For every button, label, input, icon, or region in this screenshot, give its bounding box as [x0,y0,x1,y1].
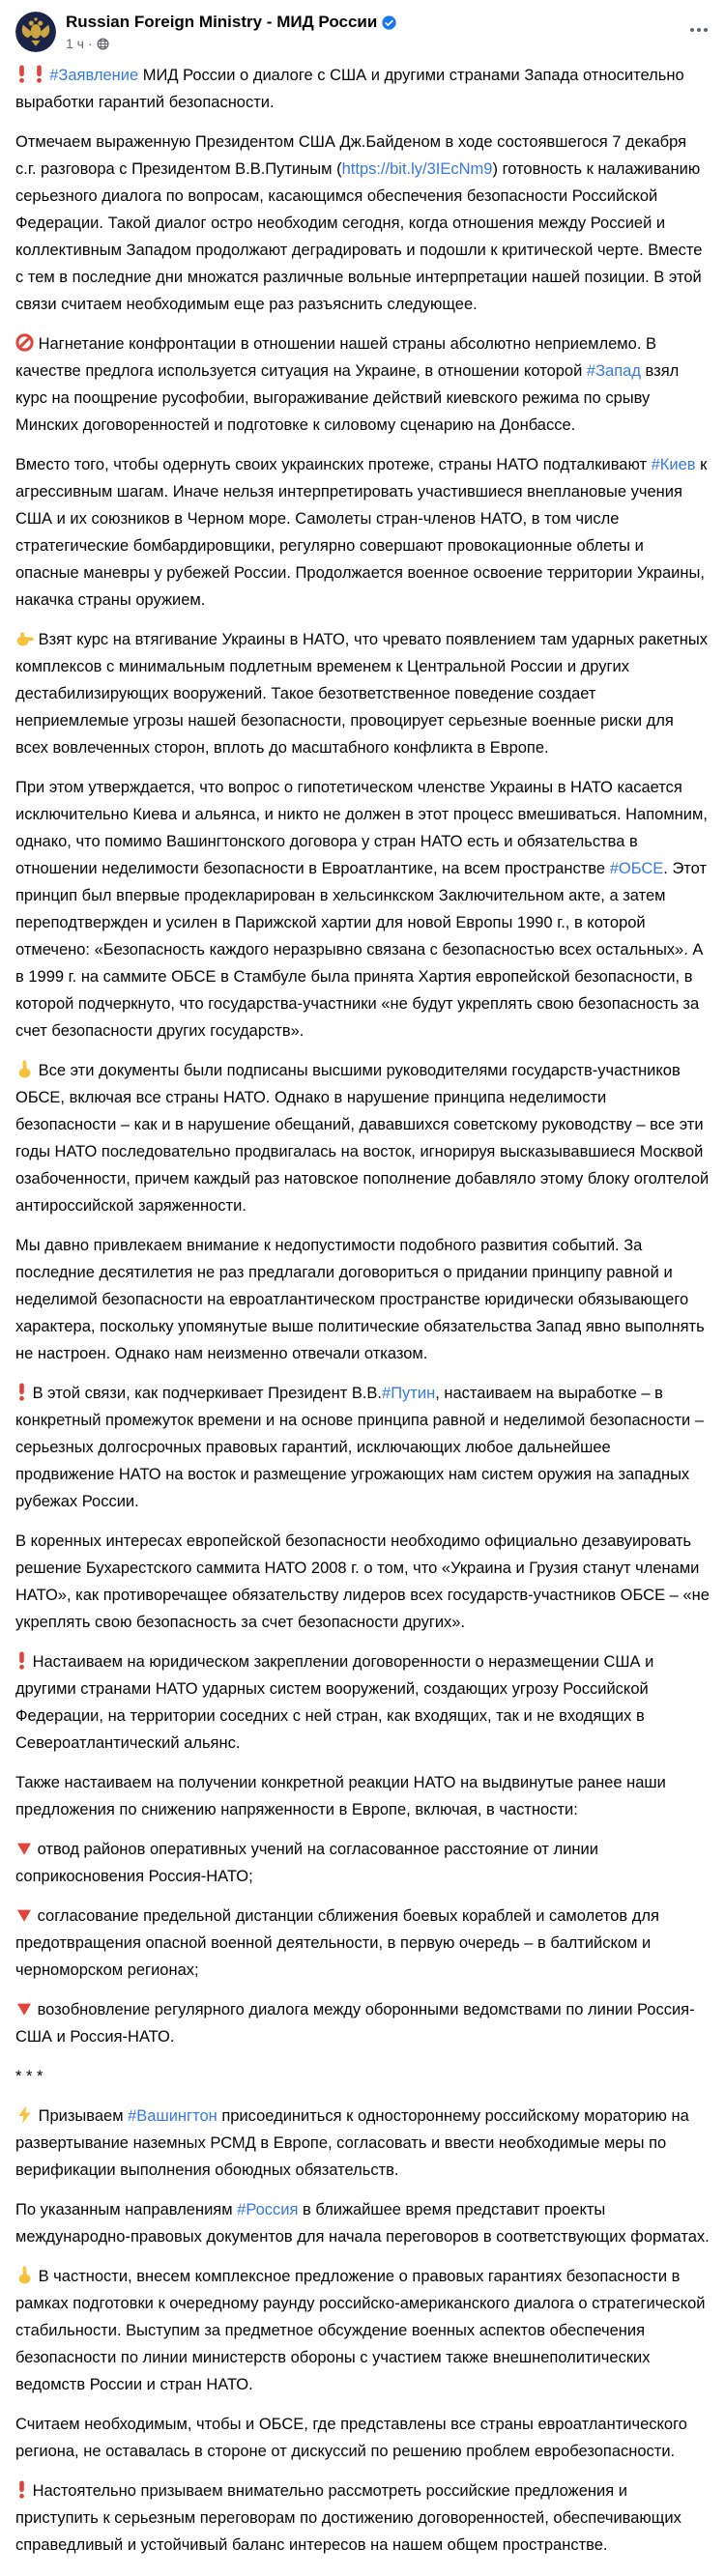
post-paragraph: В этой связи, как подчеркивает Президент В.В.#Путин, настаиваем на выработке – в конкретный промежуток времени и на основе принципа равной и неделимой безопасности – серьезных долгосрочных правовых гарантий, исключающих любое дальнейшее продвижение НАТО на восток и размещение угрожающих нам систем оружия на западных рубежах России. [15,1385,705,1510]
post-paragraph: Нагнетание конфронтации в отношении нашей страны абсолютно неприемлемо. В качестве предлога используется ситуация на Украине, в отношении которой #Запад взял курс на поощрение русофобии, выгораживание действий киевского режима по срыву Минских договоренностей и подготовке к силовому сценарию на Донбассе. [15,335,680,434]
avatar[interactable] [15,12,56,52]
three-dots-icon [690,28,694,32]
post-paragraph: По указанным направлениям #Россия в ближайшее время представит проекты международно-правовых документов для начала переговоров в соответствующих форматах. [15,2201,710,2246]
hashtag-link[interactable]: #Вашингтон [128,2107,218,2125]
external-link[interactable]: https://bit.ly/3IEcNm9 [341,160,493,178]
red-triangle-down-icon [15,2000,33,2018]
timestamp[interactable]: 1 ч [66,36,84,52]
verified-badge-icon [382,15,396,30]
pointing-right-hand-icon [15,629,34,647]
post-paragraph: * * * [15,2068,44,2085]
post-paragraph: Взят курс на втягивание Украины в НАТО, что чревато появлением там ударных ракетных комплексов с минимальным подлетным временем к Центральной России и других дестабилизирующих вооружений. Такое безответственное поведение создает неприемлемые угрозы нашей безопасности, провоцирует серьезные военные риски для всех вовлеченных сторон, вплоть до масштабного конфликта в Европе. [15,631,708,757]
three-dots-icon [704,28,708,32]
meta-separator: · [87,36,93,52]
post-paragraph: В частности, внесем комплексное предложение о правовых гарантиях безопасности в рамках подготовки к очередному раунду российско-американского диалога о стратегической стабильности. Выступим за предметное обсуждение военных аспектов обеспечения безопасности по линии министерств обороны с участием также внешнеполитических ведомств России и стран НАТО. [15,2268,706,2393]
post-paragraph: Настаиваем на юридическом закреплении договоренности о неразмещении США и другими странами НАТО ударных систем вооружений, создающих угрозу Российской Федерации, на территории соседних с ней стран, как входящих, так и не входящих в Североатлантический альянс. [15,1653,654,1752]
post-paragraph: согласование предельной дистанции сближения боевых кораблей и самолетов для предотвращения опасной военной деятельности, в первую очередь – в балтийском и черноморском регионах; [15,1907,659,1979]
hashtag-link[interactable]: #Путин [382,1385,436,1402]
pointing-up-hand-icon [15,1060,34,1078]
hashtag-link[interactable]: #ОБСЕ [609,860,664,877]
pointing-up-hand-icon [15,2266,34,2284]
lightning-icon [15,2105,34,2124]
post-paragraph: Также настаиваем на получении конкретной реакции НАТО на выдвинутые ранее наши предложения по снижению напряженности в Европе, включая, в частности: [15,1774,666,1818]
post-paragraph: При этом утверждается, что вопрос о гипотетическом членстве Украины в НАТО касается исключительно Киева и альянса, и никто не должен в этот процесс вмешиваться. Напомним, однако, что помимо Вашингтонского договора у стран НАТО есть и обязательства в отношении неделимости безопасности в Евроатлантике, на всем пространстве #ОБСЕ. Этот принцип был впервые продекларирован в хельсинкском Заключительном акте, а затем переподтвержден и усилен в Парижской хартии для новой Европы 1990 г., в которой отмечено: «Безопасность каждого неразрывно связана с безопасностью всех остальных». А в 1999 г. на саммите ОБСЕ в Стамбуле была принята Хартия европейской безопасности, в которой подчеркнуто, что государства-участники «не будут укреплять свою безопасность за счет безопасности других государств». [15,779,708,1040]
red-triangle-down-icon [15,1840,33,1857]
post-paragraph: Настоятельно призываем внимательно рассмотреть российские предложения и приступить к серьезным переговорам по достижению договоренностей, обеспечивающих справедливый и устойчивый баланс интересов на нашем общем пространстве. [15,2482,682,2554]
header-info [66,12,671,51]
post-paragraph: Вместо того, чтобы одернуть своих украинских протеже, страны НАТО подталкивают #Киев к агрессивным шагам. Иначе нельзя интерпретировать участившиеся внеплановые учения США и их союзников в Черном море. Самолеты стран-членов НАТО, в том числе стратегические бомбардировщики, регулярно совершают провокационные облеты и опасные маневры у рубежей России. Продолжается военное освоение территории Украины, накачка страны оружием. [15,456,708,609]
post-meta [66,36,671,51]
red-exclamation-icon [15,2480,28,2499]
prohibited-icon [15,333,34,352]
post-text [15,62,710,2559]
mid-rossii-emblem-icon [15,12,56,52]
hashtag-link[interactable]: #Россия [237,2201,299,2218]
post-paragraph: В коренных интересах европейской безопасности необходимо официально дезавуировать решение Бухарестского саммита НАТО 2008 г. о том, что «Украина и Грузия станут членами НАТО», как противоречащее обязательству лидеров всех государств-участников ОБСЕ – «не укреплять свою безопасность за счет безопасности других». [15,1532,710,1631]
red-exclamation-icon [15,1651,28,1670]
post-header [15,12,710,52]
red-triangle-down-icon [15,1906,33,1924]
hashtag-link[interactable]: #Киев [651,456,696,473]
post-paragraph: Считаем необходимым, чтобы и ОБСЕ, где представлены все страны евроатлантического региона, не оставалась в стороне от дискуссий по решению проблем евробезопасности. [15,2416,687,2460]
red-exclamation-icon [15,1383,28,1401]
post-paragraph: Отмечаем выраженную Президентом США Дж.Байденом в ходе состоявшегося 7 декабря с.г. разговора с Президентом В.В.Путиным (https://bit.ly/3IEcNm9) готовность к налаживанию серьезного диалога по вопросам, касающимся обеспечения безопасности Российской Федерации. Такой диалог остро необходим сегодня, когда отношения между Россией и коллективным Западом продолжают деградировать и подошли к критической черте. Вместе с тем в последние дни множатся различные вольные интерпретации нашей позиции. В этой связи считаем необходимым еще раз разъяснить следующее. [15,133,703,313]
globe-icon [97,38,109,50]
post-menu-button[interactable] [682,14,715,46]
hashtag-link[interactable]: #Запад [586,362,641,380]
page-name[interactable]: Russian Foreign Ministry - МИД России [66,13,378,31]
three-dots-icon [697,28,701,32]
post-paragraph: возобновление регулярного диалога между оборонными ведомствами по линии Россия-США и Россия-НАТО. [15,2001,695,2046]
post-paragraph: отвод районов оперативных учений на согласованное расстояние от линии соприкосновения Россия-НАТО; [15,1841,598,1885]
post-paragraph: Мы давно привлекаем внимание к недопустимости подобного развития событий. За последние десятилетия не раз предлагали договориться о придании принципу равной и неделимой безопасности на евроатлантическом пространстве юридически обязывающего характера, поскольку упомянутые выше политические обязательства Запад явно выполнять не настроен. Однако нам неизменно отвечали отказом. [15,1237,705,1362]
hashtag-link[interactable]: #Заявление [49,67,139,84]
post-paragraph: Все эти документы были подписаны высшими руководителями государств-участников ОБСЕ, включая все страны НАТО. Однако в нарушение принципа неделимости безопасности – как и в нарушение обещаний, дававшихся советскому руководству – все эти годы НАТО последовательно продвигалась на восток, игнорируя высказывавшиеся Москвой озабоченности, причем каждый раз натовское пополнение добавляло этому блоку оголтелой антироссийской заряженности. [15,1062,710,1215]
red-exclamation-icon [15,65,28,83]
red-exclamation-icon [33,65,45,83]
post-paragraph: #Заявление МИД России о диалоге с США и другими странами Запада относительно выработки гарантий безопасности. [15,67,684,111]
post-paragraph: Призываем #Вашингтон присоединиться к одностороннему российскому мораторию на развертывание наземных РСМД в Европе, согласовать и ввести необходимые меры по верификации выполнения обоюдных обязательств. [15,2107,689,2179]
